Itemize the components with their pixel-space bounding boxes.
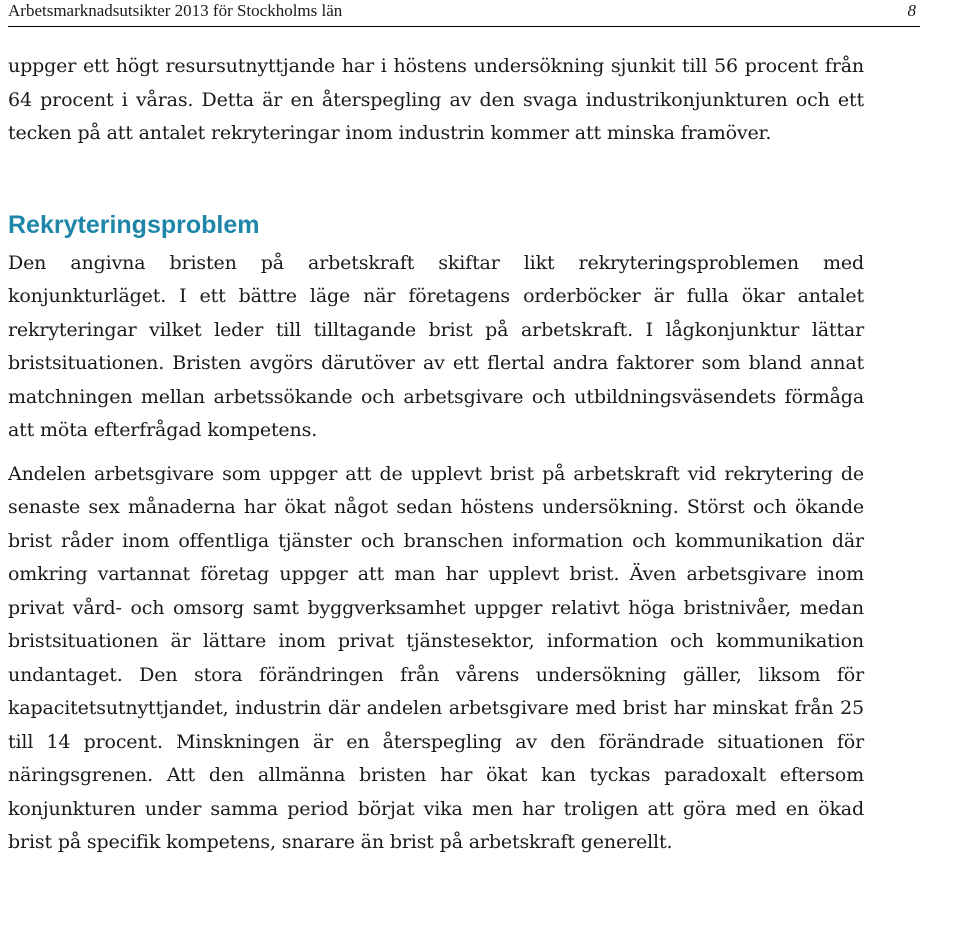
page-number: 8 bbox=[907, 1, 916, 20]
paragraph-3: Andelen arbetsgivare som uppger att de upplevt brist på arbetskraft vid rekrytering de senaste sex månaderna har ökat något sedan höstens undersökning. Störst och ökande brist råder inom offentliga tjänster och branschen information och kommunikation där omkring vartannat företag uppger att man har upplevt brist. Även arbetsgivare inom privat vård- och omsorg samt byggverksamhet uppger relativt höga bristnivåer, medan bristsituationen är lättare inom privat tjänstesektor, information och kommunikation undantaget. Den stora förändringen från vårens undersökning gäller, liksom för kapacitetsutnyttjandet, industrin där andelen arbetsgivare med brist har minskat från 25 till 14 procent. Minskningen är en återspegling av den förändrade situationen för näringsgrenen. Att den allmänna bristen har ökat kan tyckas paradoxalt eftersom konjunkturen under samma period börjat vika men har troligen att göra med en ökad brist på specifik kompetens, snarare än brist på arbetskraft generellt. bbox=[8, 462, 864, 853]
section-heading: Rekryteringsproblem bbox=[8, 210, 260, 239]
document-title: Arbetsmarknadsutsikter 2013 för Stockholms län bbox=[8, 1, 343, 20]
running-header bbox=[8, 0, 920, 27]
paragraph-1: uppger ett högt resursutnyttjande har i höstens undersökning sjunkit till 56 procent från 64 procent i våras. Detta är en återspegling av den svaga industrikonjunkturen och ett tecken på att antalet rekryteringar inom industrin kommer att minska framöver. bbox=[8, 55, 864, 144]
paragraph-2: Den angivna bristen på arbetskraft skiftar likt rekryteringsproblemen med konjunkturläget. I ett bättre läge när företagens orderböcker är fulla ökar antalet rekryteringar vilket leder till tilltagande brist på arbetskraft. I lågkonjunktur lättar bristsituationen. Bristen avgörs därutöver av ett flertal andra faktorer som bland annat matchningen mellan arbetssökande och arbetsgivare och utbildningsväsendets förmåga att möta efterfrågad kompetens. bbox=[8, 251, 864, 441]
body-text bbox=[8, 50, 864, 860]
